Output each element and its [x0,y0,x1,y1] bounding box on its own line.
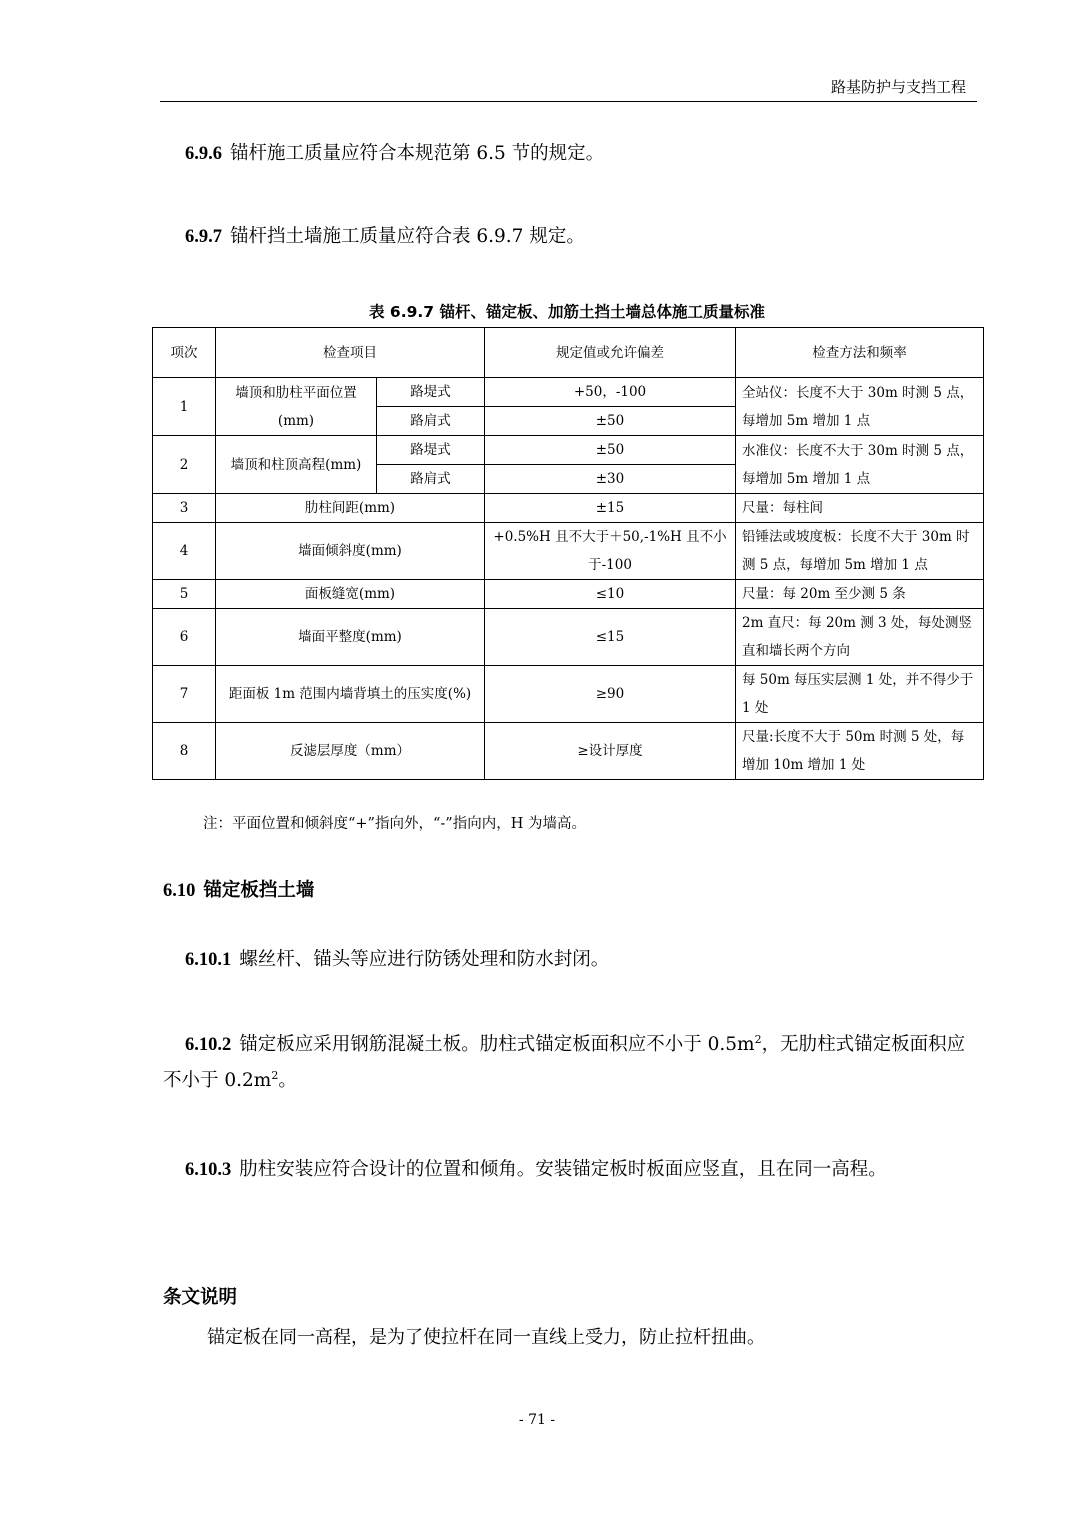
row-number: 7 [153,666,216,723]
header-rule [160,101,977,102]
check-item: 墙顶和柱顶高程(mm) [216,436,377,494]
table-note: 注：平面位置和倾斜度“+”指向外，“-”指向内，H 为墙高。 [203,816,586,832]
table-row [153,436,984,465]
clause-number: 6.9.7 [185,227,222,247]
tolerance-value: ±50 [485,407,736,436]
row-number: 2 [153,436,216,494]
clause-text: 锚杆挡土墙施工质量应符合表 6.9.7 规定。 [230,226,585,247]
clause-number: 6.9.6 [185,144,222,164]
superscript: 2 [754,1032,762,1046]
table-caption: 表 6.9.7 锚杆、锚定板、加筋土挡土墙总体施工质量标准 [369,303,765,321]
clause-number: 6.10.1 [185,950,232,970]
table-header-row [153,328,984,378]
clause-6-10-1 [163,942,974,978]
tolerance-value: ≤10 [485,580,736,609]
row-number: 4 [153,523,216,580]
clause-6-9-6 [163,136,974,172]
clause-number: 6.10.3 [185,1160,232,1180]
row-number: 8 [153,723,216,780]
tolerance-value: ≥设计厚度 [485,723,736,780]
sub-item: 路肩式 [377,407,485,436]
row-number: 5 [153,580,216,609]
check-item: 墙面平整度(mm) [216,609,485,666]
check-item: 距面板 1m 范围内墙背填土的压实度(%) [216,666,485,723]
clause-6-10-3 [163,1152,974,1188]
table-row [153,378,984,407]
check-method: 每 50m 每压实层测 1 处，并不得少于 1 处 [736,666,984,723]
table-row [153,523,984,580]
clause-text: 肋柱安装应符合设计的位置和倾角。安装锚定板时板面应竖直，且在同一高程。 [239,1159,887,1180]
section-number: 6.10 [163,881,196,901]
page-number: - 71 - [518,1412,556,1428]
check-method: 2m 直尺：每 20m 测 3 处，每处测竖直和墙长两个方向 [736,609,984,666]
check-item: 面板缝宽(mm) [216,580,485,609]
sub-item: 路堤式 [377,378,485,407]
clause-6-10-2 [163,1027,974,1099]
header-cell: 规定值或允许偏差 [485,328,736,378]
tolerance-value: ±15 [485,494,736,523]
header-cell: 检查方法和频率 [736,328,984,378]
check-method: 全站仪：长度不大于 30m 时测 5 点，每增加 5m 增加 1 点 [736,378,984,436]
clause-text: 锚杆施工质量应符合本规范第 6.5 节的规定。 [230,143,605,164]
row-number: 1 [153,378,216,436]
header-cell: 项次 [153,328,216,378]
check-method: 尺量:长度不大于 50m 时测 5 处，每增加 10m 增加 1 处 [736,723,984,780]
check-method: 水准仪：长度不大于 30m 时测 5 点，每增加 5m 增加 1 点 [736,436,984,494]
check-item: 墙面倾斜度(mm) [216,523,485,580]
check-item: 反滤层厚度（mm） [216,723,485,780]
quality-standard-table [152,327,984,780]
tolerance-value: ≤15 [485,609,736,666]
sub-item: 路堤式 [377,436,485,465]
row-number: 6 [153,609,216,666]
sub-item: 路肩式 [377,465,485,494]
check-item: 墙顶和肋柱平面位置(mm) [216,378,377,436]
check-item: 肋柱间距(mm) [216,494,485,523]
clause-text: ，无肋柱式锚定板面积应不小于 0.2m [163,1034,966,1091]
check-method: 尺量：每柱间 [736,494,984,523]
explanation-body: 锚定板在同一高程，是为了使拉杆在同一直线上受力，防止拉杆扭曲。 [207,1327,765,1348]
table-row [153,494,984,523]
tolerance-value: ≥90 [485,666,736,723]
clause-text: 锚定板应采用钢筋混凝土板。肋柱式锚定板面积应不小于 0.5m [239,1034,755,1055]
section-title: 锚定板挡土墙 [203,880,315,901]
clause-6-9-7 [163,219,974,255]
explanation-title: 条文说明 [163,1287,238,1308]
header-cell: 检查项目 [216,328,485,378]
check-method: 尺量：每 20m 至少测 5 条 [736,580,984,609]
tolerance-value: +50，-100 [485,378,736,407]
section-heading [163,876,314,902]
running-header: 路基防护与支挡工程 [830,78,966,96]
table-row [153,609,984,666]
row-number: 3 [153,494,216,523]
clause-text: 螺丝杆、锚头等应进行防锈处理和防水封闭。 [239,949,610,970]
table-row [153,666,984,723]
tolerance-value: ±50 [485,436,736,465]
tolerance-value: +0.5%H 且不大于＋50,-1%H 且不小于-100 [485,523,736,580]
tolerance-value: ±30 [485,465,736,494]
clause-number: 6.10.2 [185,1035,232,1055]
clause-text: 。 [278,1070,297,1091]
table-row [153,723,984,780]
table-row [153,580,984,609]
superscript: 2 [271,1068,279,1082]
check-method: 铅锤法或坡度板：长度不大于 30m 时测 5 点，每增加 5m 增加 1 点 [736,523,984,580]
